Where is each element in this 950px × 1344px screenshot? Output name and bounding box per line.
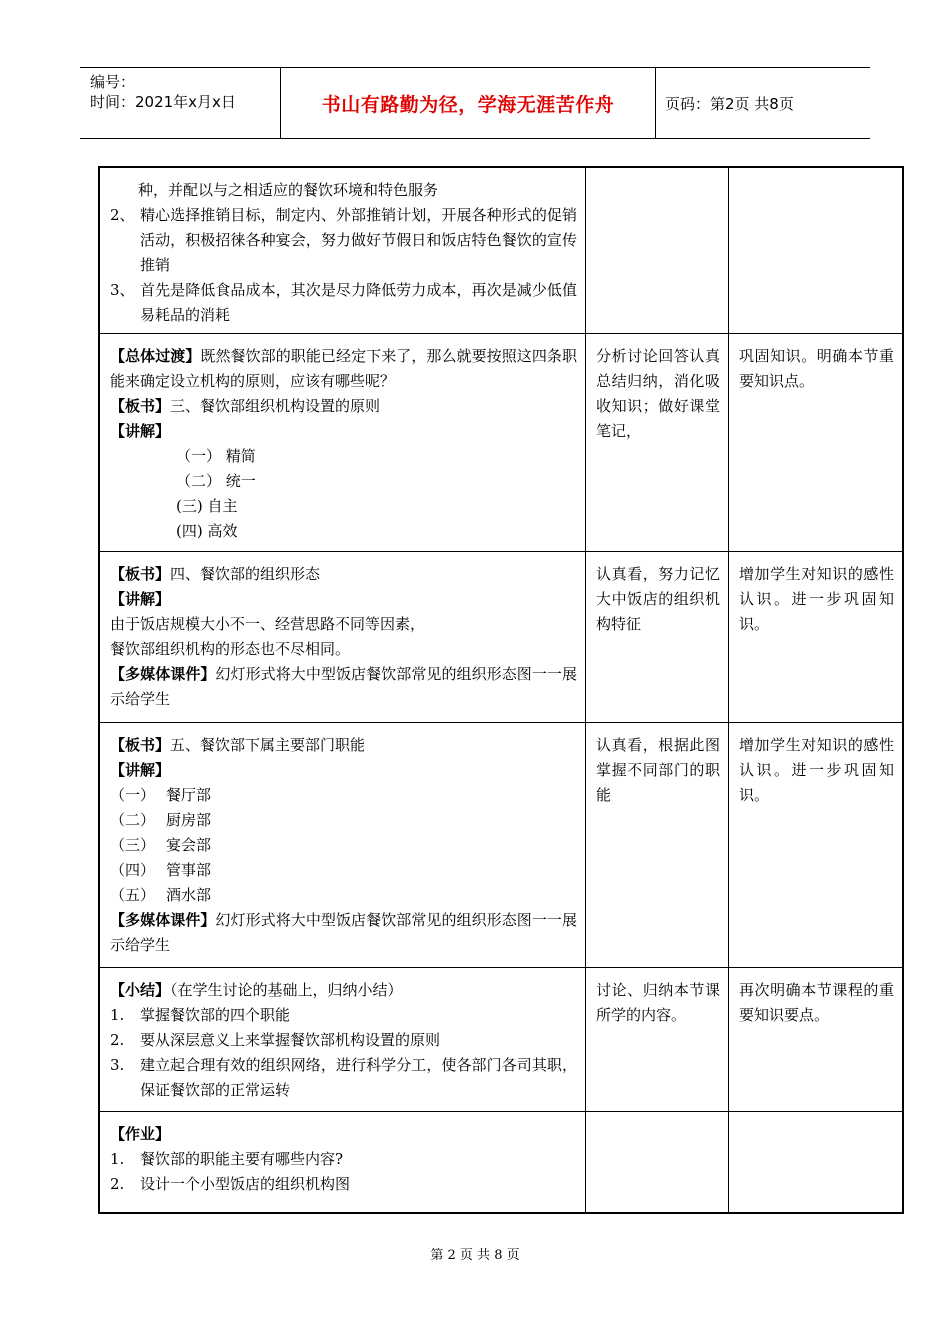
continued-line: 种，并配以与之相适应的餐饮环境和特色服务 bbox=[138, 181, 439, 199]
list-text: 掌握餐饮部的四个职能 bbox=[140, 1006, 291, 1024]
design-intent-cell: 巩固知识。明确本节重要知识点。 bbox=[739, 347, 894, 390]
paragraph-text: 五、餐饮部下属主要部门职能 bbox=[170, 736, 366, 754]
design-intent-cell bbox=[729, 168, 902, 333]
paragraph-text: 幻灯形式将大中型饭店餐饮部常见的组织形态图一一展示给学生 bbox=[110, 911, 577, 954]
list-number: 2. bbox=[110, 1031, 125, 1049]
table-row bbox=[100, 168, 902, 334]
doc-time-label: 时间：2021年x月x日 bbox=[90, 93, 236, 111]
principle-item: （二） 统一 bbox=[176, 472, 256, 490]
table-row bbox=[100, 552, 902, 723]
tag-label: 【多媒体课件】 bbox=[110, 911, 216, 929]
multimedia-paragraph bbox=[110, 662, 577, 712]
student-activity-cell: 分析讨论回答认真总结归纳，消化吸收知识；做好课堂笔记， bbox=[586, 334, 729, 551]
tag-label: 【小结】 bbox=[110, 981, 171, 999]
list-text: 酒水部 bbox=[166, 886, 212, 904]
student-activity-cell: 讨论、归纳本节课所学的内容。 bbox=[586, 968, 729, 1111]
tag-label: 【讲解】 bbox=[110, 590, 171, 608]
tag-label: 【讲解】 bbox=[110, 761, 171, 779]
blackboard-paragraph bbox=[110, 733, 577, 758]
list-text: 精心选择推销目标，制定内、外部推销计划，开展各种形式的促销活动，积极招徕各种宴会，努力做好节假日和饭店特色餐饮的宣传推销 bbox=[140, 206, 577, 274]
list-text: 餐饮部的职能主要有哪些内容? bbox=[140, 1150, 344, 1168]
table-row bbox=[100, 1112, 902, 1212]
student-activity-cell: 认真看，努力记忆大中饭店的组织机构特征 bbox=[586, 552, 729, 722]
table-row bbox=[100, 723, 902, 968]
design-intent-cell: 增加学生对知识的感性认识。进一步巩固知识。 bbox=[739, 565, 894, 633]
list-number: （三） bbox=[110, 836, 156, 854]
header-motto: 书山有路勤为径，学海无涯苦作舟 bbox=[280, 68, 656, 138]
teaching-content-cell bbox=[100, 168, 586, 333]
principle-item: (三) 自主 bbox=[176, 497, 238, 515]
list-item bbox=[110, 808, 577, 833]
student-activity-cell bbox=[586, 1112, 729, 1212]
tag-label: 【作业】 bbox=[110, 1125, 171, 1143]
list-item bbox=[110, 1147, 577, 1172]
list-item bbox=[110, 783, 577, 808]
list-item bbox=[110, 1003, 577, 1028]
page-header bbox=[80, 67, 870, 139]
list-number: 1. bbox=[110, 1006, 125, 1024]
list-item bbox=[110, 858, 577, 883]
teaching-content-cell bbox=[100, 552, 586, 722]
doc-number-label: 编号： bbox=[90, 73, 136, 91]
tag-label: 【板书】 bbox=[110, 397, 171, 415]
list-text: 建立起合理有效的组织网络，进行科学分工，使各部门各司其职，保证餐饮部的正常运转 bbox=[140, 1056, 577, 1099]
transition-paragraph bbox=[110, 344, 577, 394]
explanation-line: 由于饭店规模大小不一、经营思路不同等因素， bbox=[110, 615, 426, 633]
paragraph-text: 幻灯形式将大中型饭店餐饮部常见的组织形态图一一展示给学生 bbox=[110, 665, 577, 708]
list-item bbox=[110, 1028, 577, 1053]
list-number: （四） bbox=[110, 861, 156, 879]
design-intent-cell: 增加学生对知识的感性认识。进一步巩固知识。 bbox=[739, 736, 894, 804]
list-text: 管事部 bbox=[166, 861, 212, 879]
list-number: 1. bbox=[110, 1150, 125, 1168]
list-number: （二） bbox=[110, 811, 156, 829]
multimedia-paragraph bbox=[110, 908, 577, 958]
tag-label: 【多媒体课件】 bbox=[110, 665, 216, 683]
list-item bbox=[110, 883, 577, 908]
design-intent-cell bbox=[729, 1112, 902, 1212]
list-text: 首先是降低食品成本，其次是尽力降低劳力成本，再次是减少低值易耗品的消耗 bbox=[140, 281, 577, 324]
list-text: 餐厅部 bbox=[166, 786, 212, 804]
teaching-content-cell bbox=[100, 723, 586, 967]
tag-label: 【板书】 bbox=[110, 565, 171, 583]
principle-item: (四) 高效 bbox=[176, 522, 238, 540]
teaching-content-cell bbox=[100, 968, 586, 1111]
list-item bbox=[110, 1172, 577, 1197]
table-row bbox=[100, 968, 902, 1112]
summary-paragraph bbox=[110, 978, 577, 1003]
list-item bbox=[110, 833, 577, 858]
explanation-line: 餐饮部组织机构的形态也不尽相同。 bbox=[110, 640, 351, 658]
teaching-content-cell bbox=[100, 334, 586, 551]
lesson-table bbox=[98, 166, 904, 1214]
list-number: 2、 bbox=[110, 206, 135, 224]
header-page-label: 页码：第2页 共8页 bbox=[665, 94, 794, 113]
page-footer: 第 2 页 共 8 页 bbox=[430, 1248, 520, 1263]
list-text: 设计一个小型饭店的组织机构图 bbox=[140, 1175, 351, 1193]
student-activity-cell: 认真看，根据此图掌握不同部门的职能 bbox=[586, 723, 729, 967]
list-item bbox=[110, 203, 577, 278]
list-number: （五） bbox=[110, 886, 156, 904]
list-text: 厨房部 bbox=[166, 811, 212, 829]
principle-item: （一） 精简 bbox=[176, 447, 256, 465]
paragraph-text: 四、餐饮部的组织形态 bbox=[170, 565, 321, 583]
list-text: 要从深层意义上来掌握餐饮部机构设置的原则 bbox=[140, 1031, 441, 1049]
list-item bbox=[110, 1053, 577, 1103]
blackboard-paragraph bbox=[110, 394, 577, 419]
teaching-content-cell bbox=[100, 1112, 586, 1212]
table-row bbox=[100, 334, 902, 552]
paragraph-text: （在学生讨论的基础上，归纳小结） bbox=[170, 981, 403, 999]
design-intent-cell: 再次明确本节课程的重要知识要点。 bbox=[739, 981, 894, 1024]
list-number: 3、 bbox=[110, 281, 135, 299]
paragraph-text: 既然餐饮部的职能已经定下来了，那么就要按照这四条职能来确定设立机构的原则，应该有哪些呢？ bbox=[110, 347, 577, 390]
student-activity-cell bbox=[586, 168, 729, 333]
header-meta bbox=[80, 68, 280, 138]
list-number: 3. bbox=[110, 1056, 125, 1074]
tag-label: 【板书】 bbox=[110, 736, 171, 754]
list-item bbox=[110, 278, 577, 328]
tag-label: 【总体过渡】 bbox=[110, 347, 201, 365]
blackboard-paragraph bbox=[110, 562, 577, 587]
paragraph-text: 三、餐饮部组织机构设置的原则 bbox=[170, 397, 381, 415]
list-number: （一） bbox=[110, 786, 156, 804]
list-number: 2. bbox=[110, 1175, 125, 1193]
list-text: 宴会部 bbox=[166, 836, 212, 854]
tag-label: 【讲解】 bbox=[110, 422, 171, 440]
